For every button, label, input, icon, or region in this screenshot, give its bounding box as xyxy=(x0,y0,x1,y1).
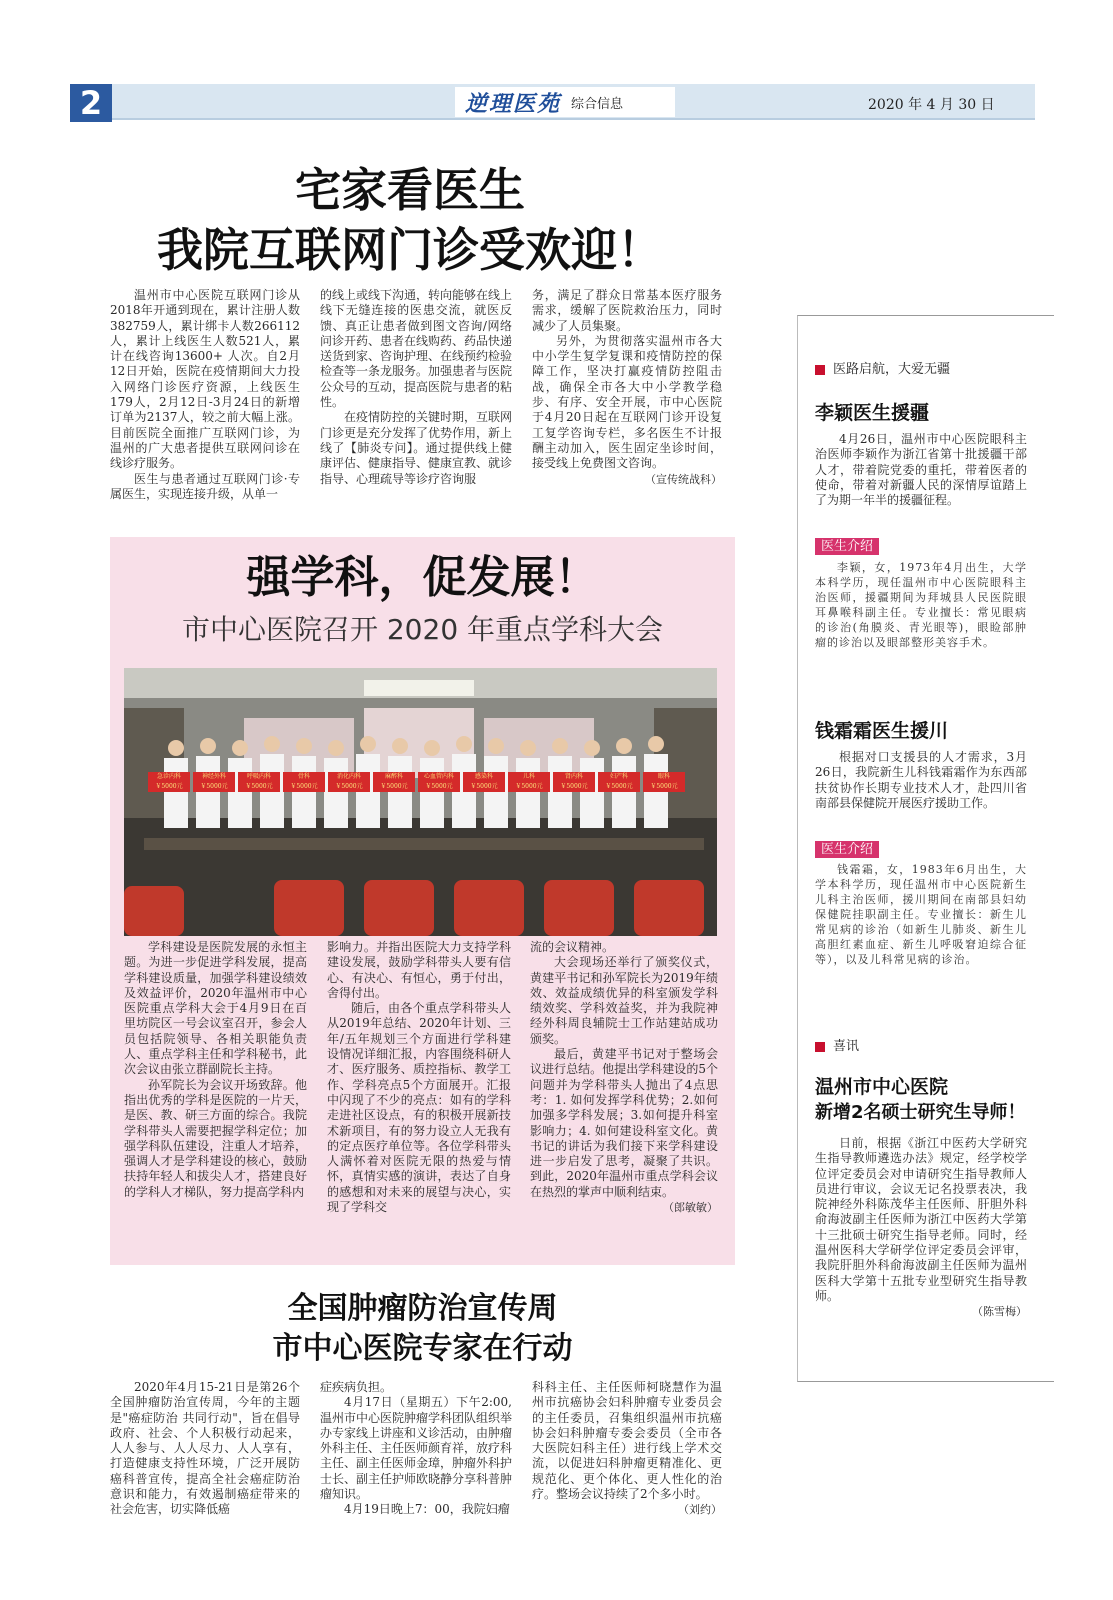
article3-col2-p3: 4月19日晚上7：00，我院妇瘤 xyxy=(344,1502,510,1517)
award-banner: 急诊内科 ￥5000元 xyxy=(148,772,190,792)
doc1-intro xyxy=(815,560,1027,650)
article2-col1-p2: 孙军院长为会议开场致辞。他指出优秀的学科是医院的一片天，是医、教、研三方面的综合。我院学科带头人需要把握学科定位；加强学科队伍建设，注重人才培养，强调人才是学科建设的核心，鼓励扶持年轻人和拔尖人才，搭建良好的学科人才梯队，努力提高学科内 xyxy=(124,1077,307,1199)
doc2-intro-p: 钱霜霜，女，1983年6月出生，大学本科学历，现任温州市中心医院新生儿科主治医师，援川期间在南部县妇幼保健院挂职副主任。专业擅长：新生儿常见病的诊治（如新生儿肺炎、新生儿高胆红素血症、新生儿呼吸窘迫综合征等），以及儿科常见病的诊治。 xyxy=(815,863,1027,966)
article3-col3-p1: 科科主任、主任医师柯晓慧作为温州市抗癌协会妇科肿瘤专业委员会的主任委员，召集组织温州市抗癌协会妇科肿瘤专委会委员（全市各大医院妇科主任）进行线上学术交流，以促进妇科肿瘤更精准化、更规范化、更个体化、更人性化的治疗。整场会议持续了2个多小时。 xyxy=(532,1380,722,1502)
news-text-p: 日前，根据《浙江中医药大学研究生指导教师遴选办法》规定，经学校学位评定委员会对申请研究生指导教师人员进行审议，会议无记名投票表决，我院神经外科陈茂华主任医师、肝胆外科俞海波副主任医师为浙江中医药大学第十三批硕士研究生指导老师。同时，经温州医科大学研学位评定委员会评审，我院肝胆外科俞海波副主任医师为温州医科大学第十五批专业型研究生指导教师。 xyxy=(815,1136,1027,1303)
article2-col3-p3: 最后，黄建平书记对于整场会议进行总结。他提出学科建设的5个问题并为学科带头人抛出了4点思考：1. 如何发挥学科优势；2.如何加强多学科发展；3.如何提升科室影响力；4. 如何建设科室文化。黄书记的讲话为我们接下来学科建设进一步启发了思考，凝聚了共识。到此，2020年温州市重点学科会议在热烈的掌声中顺利结束。 xyxy=(530,1047,718,1199)
article3-title-1: 全国肿瘤防治宣传周 xyxy=(287,1291,558,1326)
red-square-icon xyxy=(815,365,825,375)
masthead-title: 逆理医苑 xyxy=(465,90,562,117)
article1-col2 xyxy=(320,288,512,487)
article3-col1 xyxy=(110,1380,300,1518)
section-label: 综合信息 xyxy=(571,96,624,112)
doc2-intro-tag-label: 医生介绍 xyxy=(815,841,879,858)
award-banner: 肾内科 ￥5000元 xyxy=(553,772,595,792)
article2-col3 xyxy=(530,940,718,1215)
award-banner: 心血管内科 ￥5000元 xyxy=(418,772,460,792)
article1-col2-p2: 在疫情防控的关键时期，互联网门诊更是充分发挥了优势作用，新上线了【肺炎专问】。通过提供线上健康评估、健康指导、健康宣教、就诊指导、心理疏导等诊疗咨询服 xyxy=(320,410,513,486)
article2-col2-p2: 随后，由各个重点学科带头人从2019年总结、2020年计划、三年/五年规划三个方面进行学科建设情况详细汇报，内容围绕科研人才、医疗服务、质控指标、教学工作、学科亮点5个方面展开。汇报中闪现了不少的亮点：如有的学科走进社区设点，有的积极开展新技术新项目，有的努力设立人无我有的定点医疗单位等。各位学科带头人满怀着对医院无限的热爱与情怀，真情实感的演讲，表达了自身的感想和对未来的展望与决心，实现了学科交 xyxy=(327,1001,511,1215)
page-number: 2 xyxy=(70,84,112,122)
conference-photo-svg xyxy=(124,668,717,936)
doc2-title: 钱霜霜医生援川 xyxy=(815,720,949,742)
doc2-text xyxy=(815,750,1027,811)
doc2-intro xyxy=(815,862,1027,967)
award-banner: 消化内科 ￥5000元 xyxy=(328,772,370,792)
sidebar-section1 xyxy=(815,358,950,377)
issue-date: 2020 年 4 月 30 日 xyxy=(868,97,995,113)
article2-col2-p1: 影响力。并指出医院大力支持学科建设发展，鼓励学科带头人要有信心、有决心、有恒心，勇于付出，舍得付出。 xyxy=(327,940,511,1000)
article2-col2 xyxy=(327,940,511,1215)
article3-col2-p2: 4月17日（星期五）下午2:00,温州市中心医院肿瘤学科团队组织举办专家线上讲座和义诊活动，由肿瘤外科主任、主任医师颜育祥，放疗科主任、副主任医师金璋，肿瘤外科护士长、副主任护师欧晓静分享科普肿瘤知识。 xyxy=(320,1395,513,1502)
article2-subtitle: 市中心医院召开 2020 年重点学科大会 xyxy=(181,613,664,646)
sidebar-section2-label: 喜讯 xyxy=(833,1039,860,1054)
article3-title-2: 市中心医院专家在行动 xyxy=(272,1331,573,1366)
doc1-intro-tag xyxy=(815,535,879,554)
news-title-1: 温州市中心医院 xyxy=(815,1076,949,1098)
doc1-intro-tag-label: 医生介绍 xyxy=(815,538,879,555)
award-banner: 感染科 ￥5000元 xyxy=(463,772,505,792)
article1-title-2: 我院互联网门诊受欢迎！ xyxy=(157,223,663,277)
article1-col1 xyxy=(110,288,300,502)
doc1-text-p: 4月26日，温州市中心医院眼科主治医师李颖作为浙江省第十批援疆干部人才，带着院党委的重托，带着医者的使命，带着对新疆人民的深情厚谊踏上了为期一年半的援疆征程。 xyxy=(815,432,1027,508)
article3-col3 xyxy=(532,1380,722,1518)
sidebar-section1-label: 医路启航，大爱无疆 xyxy=(833,362,951,377)
sidebar-section2 xyxy=(815,1035,859,1054)
award-banner: 呼吸内科 ￥5000元 xyxy=(238,772,280,792)
masthead xyxy=(455,87,675,117)
article2-col1 xyxy=(124,940,307,1200)
article1-col2-p1: 的线上或线下沟通，转向能够在线上线下无缝连接的医患交流，就医反馈、真正让患者做到图文咨询/网络问诊开药、患者在线购药、药品快递送货到家、咨询护理、在线预约检验检查等一条龙服务。加强患者与医院公众号的互动，提高医院与患者的粘性。 xyxy=(320,288,513,410)
article2-col3-p1: 流的会议精神。 xyxy=(530,940,615,954)
article1-col3-p1: 务，满足了群众日常基本医疗服务需求，缓解了医院救治压力，同时减少了人员集聚。 xyxy=(532,288,722,333)
article1-col3-p2: 另外，为贯彻落实温州市各大中小学生复学复课和疫情防控的保障工作，坚决打赢疫情防控阻击战，确保全市各大中小学教学稳步、有序、安全开展，市中心医院于4月20日起在互联网门诊开设复工复学咨询专栏，多名医生不计报酬主动加入，医生固定坐诊时间，接受线上免费图文咨询。 xyxy=(532,333,722,471)
article1-col1-p1: 温州市中心医院互联网门诊从2018年开通到现在，累计注册人数382759人，累计绑卡人数266112人，累计上线医生人数521人，累计在线咨询13600+ 人次。自2月12日开始，医院在疫情期间大力投入网络门诊医疗资源，上线医生179人，2月12日-3月24日的新增订单为2137人，较之前大幅上涨。目前医院全面推广互联网门诊，为温州的广大患者提供互联网问诊在线诊疗服务。 xyxy=(110,288,300,471)
article3-signature: （刘约） xyxy=(678,1503,722,1517)
doc1-intro-p: 李颖，女，1973年4月出生，大学本科学历，现任温州市中心医院眼科主治医师，援疆期间为拜城县人民医院眼耳鼻喉科副主任。专业擅长：常见眼病的诊治(角膜炎、青光眼等)，眼睑部肿瘤的诊治以及眼部整形美容手术。 xyxy=(815,561,1027,649)
red-square-icon xyxy=(815,1042,825,1052)
article2-signature: （郎敏敏） xyxy=(663,1201,718,1215)
award-banner: 眼科 ￥5000元 xyxy=(643,772,685,792)
award-banner: 麻醉科 ￥5000元 xyxy=(373,772,415,792)
article1-signature: （宣传统战科） xyxy=(645,472,722,486)
article2-col1-p1: 学科建设是医院发展的永恒主题。为进一步促进学科发展，提高学科建设质量，加强学科建设绩效及效益评价，2020年温州市中心医院重点学科大会于4月9日在百里坊院区一号会议室召开，参会人员包括院领导、各相关职能负责人、重点学科主任和学科秘书，此次会议由张立群副院长主持。 xyxy=(124,940,307,1077)
news-text xyxy=(815,1136,1027,1320)
article2-title: 强学科，促发展！ xyxy=(246,552,599,603)
award-banner: 神经外科 ￥5000元 xyxy=(193,772,235,792)
article1-col3 xyxy=(532,288,722,487)
article3-col2-p1: 症疾病负担。 xyxy=(320,1380,393,1394)
news-signature: （陈雪梅） xyxy=(972,1305,1027,1319)
doc2-intro-tag xyxy=(815,838,879,857)
award-banners xyxy=(148,772,688,792)
award-banner: 妇产科 ￥5000元 xyxy=(598,772,640,792)
article2-col3-p2: 大会现场还举行了颁奖仪式，黄建平书记和孙军院长为2019年绩效、效益成绩优异的科室颁发学科绩效奖、学科效益奖，并为我院神经外科周良辅院士工作站建站成功颁奖。 xyxy=(530,955,718,1046)
conference-photo xyxy=(124,668,717,936)
doc1-title: 李颖医生援疆 xyxy=(815,402,930,424)
article1-col1-p2: 医生与患者通过互联网门诊·专属医生，实现连接升级，从单一 xyxy=(110,471,300,501)
doc1-text xyxy=(815,432,1027,508)
article1-title-1: 宅家看医生 xyxy=(295,163,525,217)
award-banner: 骨科 ￥5000元 xyxy=(283,772,325,792)
article3-col2 xyxy=(320,1380,512,1518)
article3-col1-p1: 2020年4月15-21日是第26个全国肿瘤防治宣传周，今年的主题是"癌症防治 共同行动"，旨在倡导政府、社会、个人积极行动起来，人人参与、人人尽力、人人享有，打造健康支持性环境，广泛开展防癌科普宣传，提高全社会癌症防治意识和能力，有效遏制癌症带来的社会危害，切实降低癌 xyxy=(110,1380,300,1517)
news-title-2: 新增2名硕士研究生导师！ xyxy=(815,1102,1026,1123)
doc2-text-p: 根据对口支援县的人才需求，3月26日，我院新生儿科钱霜霜作为东西部扶贫协作长期专业技术人才，赴四川省南部县保健院开展医疗援助工作。 xyxy=(815,750,1027,810)
award-banner: 儿科 ￥5000元 xyxy=(508,772,550,792)
